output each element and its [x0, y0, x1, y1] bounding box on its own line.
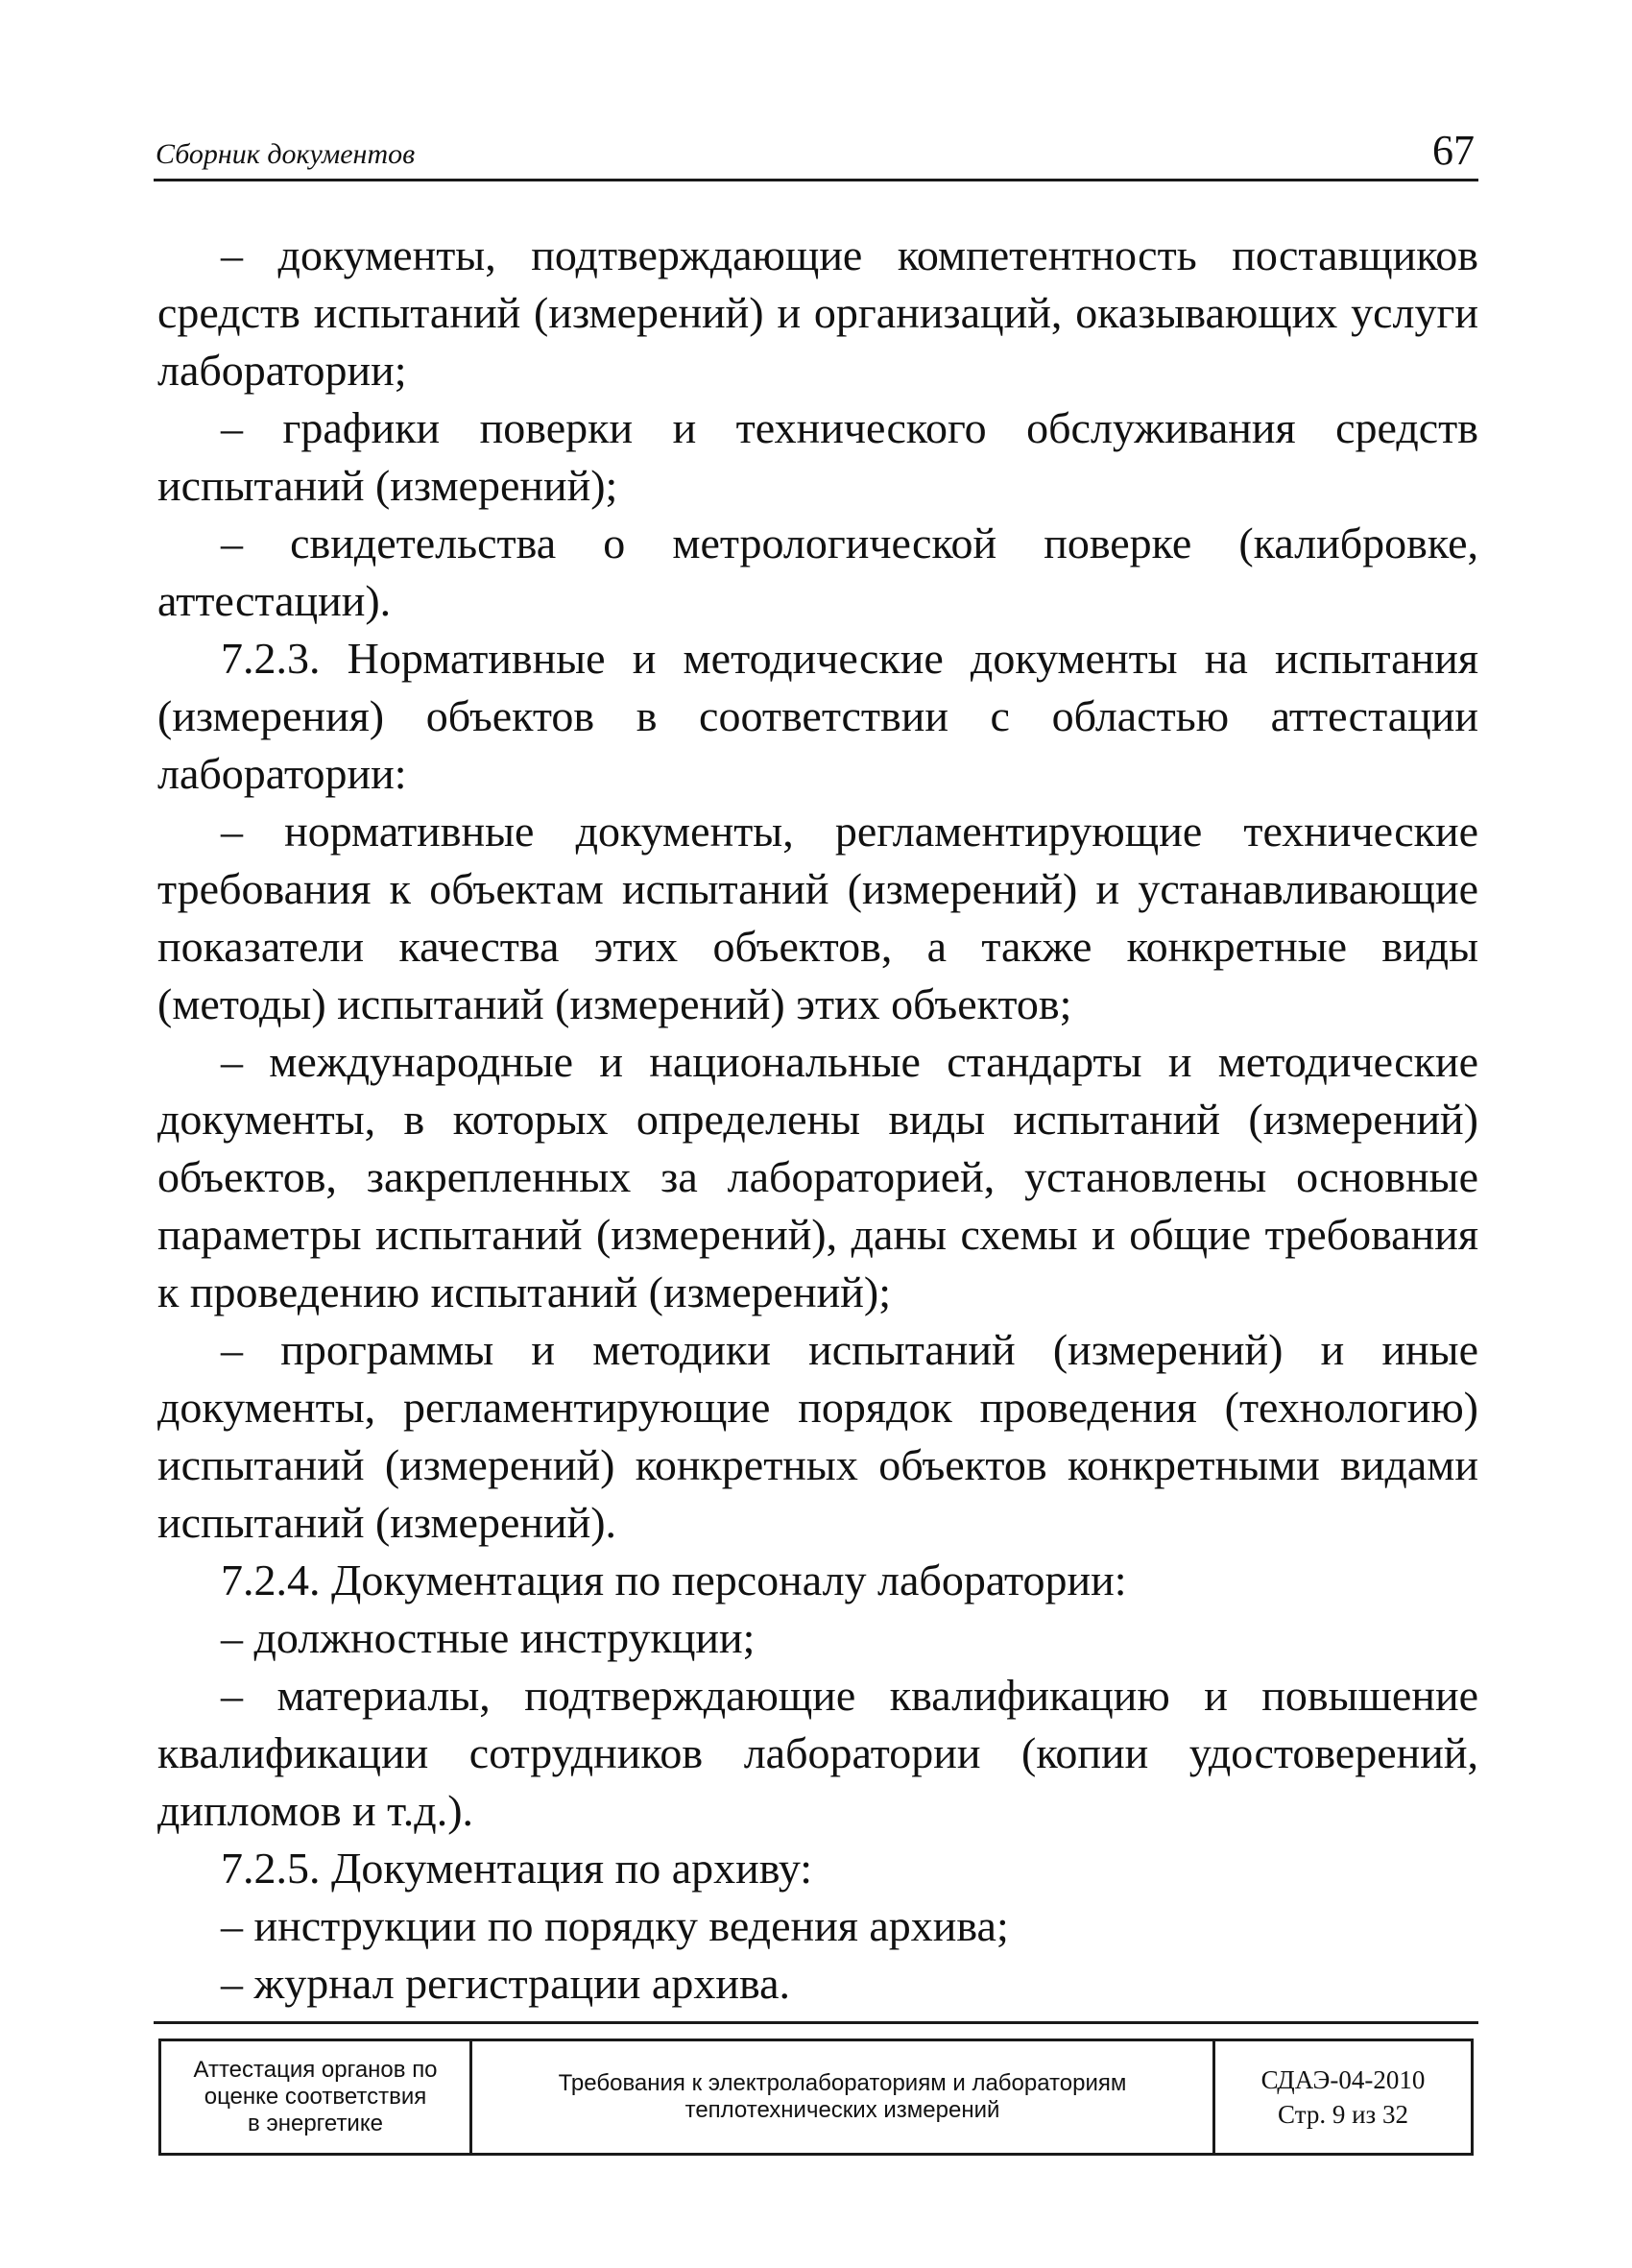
paragraph: – документы, подтверждающие компетентность поставщиков средств испытаний (измерений) и организаций, оказывающих услуги лаборатории;: [157, 230, 1478, 395]
footer-organization-cell: [161, 2041, 472, 2153]
section-heading-7-2-3: 7.2.3. Нормативные и методические документы на испытания (измерения) объектов в соответствии с областью аттестации лаборатории:: [157, 634, 1478, 798]
paragraph: – свидетельства о метрологической поверке (калибровке, аттестации).: [157, 519, 1478, 625]
footer-divider: [154, 2021, 1478, 2024]
footer-document-title-cell: [472, 2041, 1215, 2153]
running-header: [154, 123, 1478, 181]
footer-org-line: Аттестация органов по: [193, 2057, 438, 2083]
footer-title-line: теплотехнических измерений: [684, 2097, 1000, 2123]
paragraph: – инструкции по порядку ведения архива;: [221, 1901, 1009, 1950]
paragraph: – программы и методики испытаний (измерений) и иные документы, регламентирующие порядок проведения (технологию) испытаний (измерений) конкретных объектов конкретными видами испытаний (измерений).: [157, 1325, 1478, 1547]
paragraph: – графики поверки и технического обслуживания средств испытаний (измерений);: [157, 403, 1478, 510]
paragraph: – журнал регистрации архива.: [221, 1959, 790, 2008]
footer-document-code: СДАЭ-04-2010: [1260, 2065, 1426, 2094]
footer-table: [158, 2039, 1474, 2156]
paragraph: – должностные инструкции;: [221, 1613, 756, 1662]
page-number: 67: [1432, 127, 1475, 174]
header-title: Сборник документов: [156, 138, 416, 170]
footer-org-line: оценке соответствия: [204, 2084, 427, 2110]
section-heading-7-2-5: 7.2.5. Документация по архиву:: [221, 1844, 813, 1893]
section-heading-7-2-4: 7.2.4. Документация по персоналу лаборатории:: [221, 1556, 1127, 1604]
paragraph: – международные и национальные стандарты и методические документы, в которых определены виды испытаний (измерений) объектов, закрепленных за лабораторией, установлены основные параметры испытаний (измерений), даны схемы и общие требования к проведению испытаний (измерений);: [157, 1037, 1478, 1316]
paragraph: – нормативные документы, регламентирующие технические требования к объектам испытаний (измерений) и устанавливающие показатели качества этих объектов, а также конкретные виды (методы) испытаний (измерений) этих объектов;: [157, 807, 1478, 1028]
footer-code-cell: [1215, 2041, 1471, 2153]
paragraph: – материалы, подтверждающие квалификацию и повышение квалификации сотрудников лаборатории (копии удостоверений, дипломов и т.д.).: [157, 1671, 1478, 1835]
footer-page-count: Стр. 9 из 32: [1278, 2100, 1408, 2129]
body-text: [157, 227, 1478, 2013]
footer-org-line: в энергетике: [248, 2111, 383, 2136]
footer-title-line: Требования к электролабораториям и лабораториям: [558, 2070, 1127, 2096]
